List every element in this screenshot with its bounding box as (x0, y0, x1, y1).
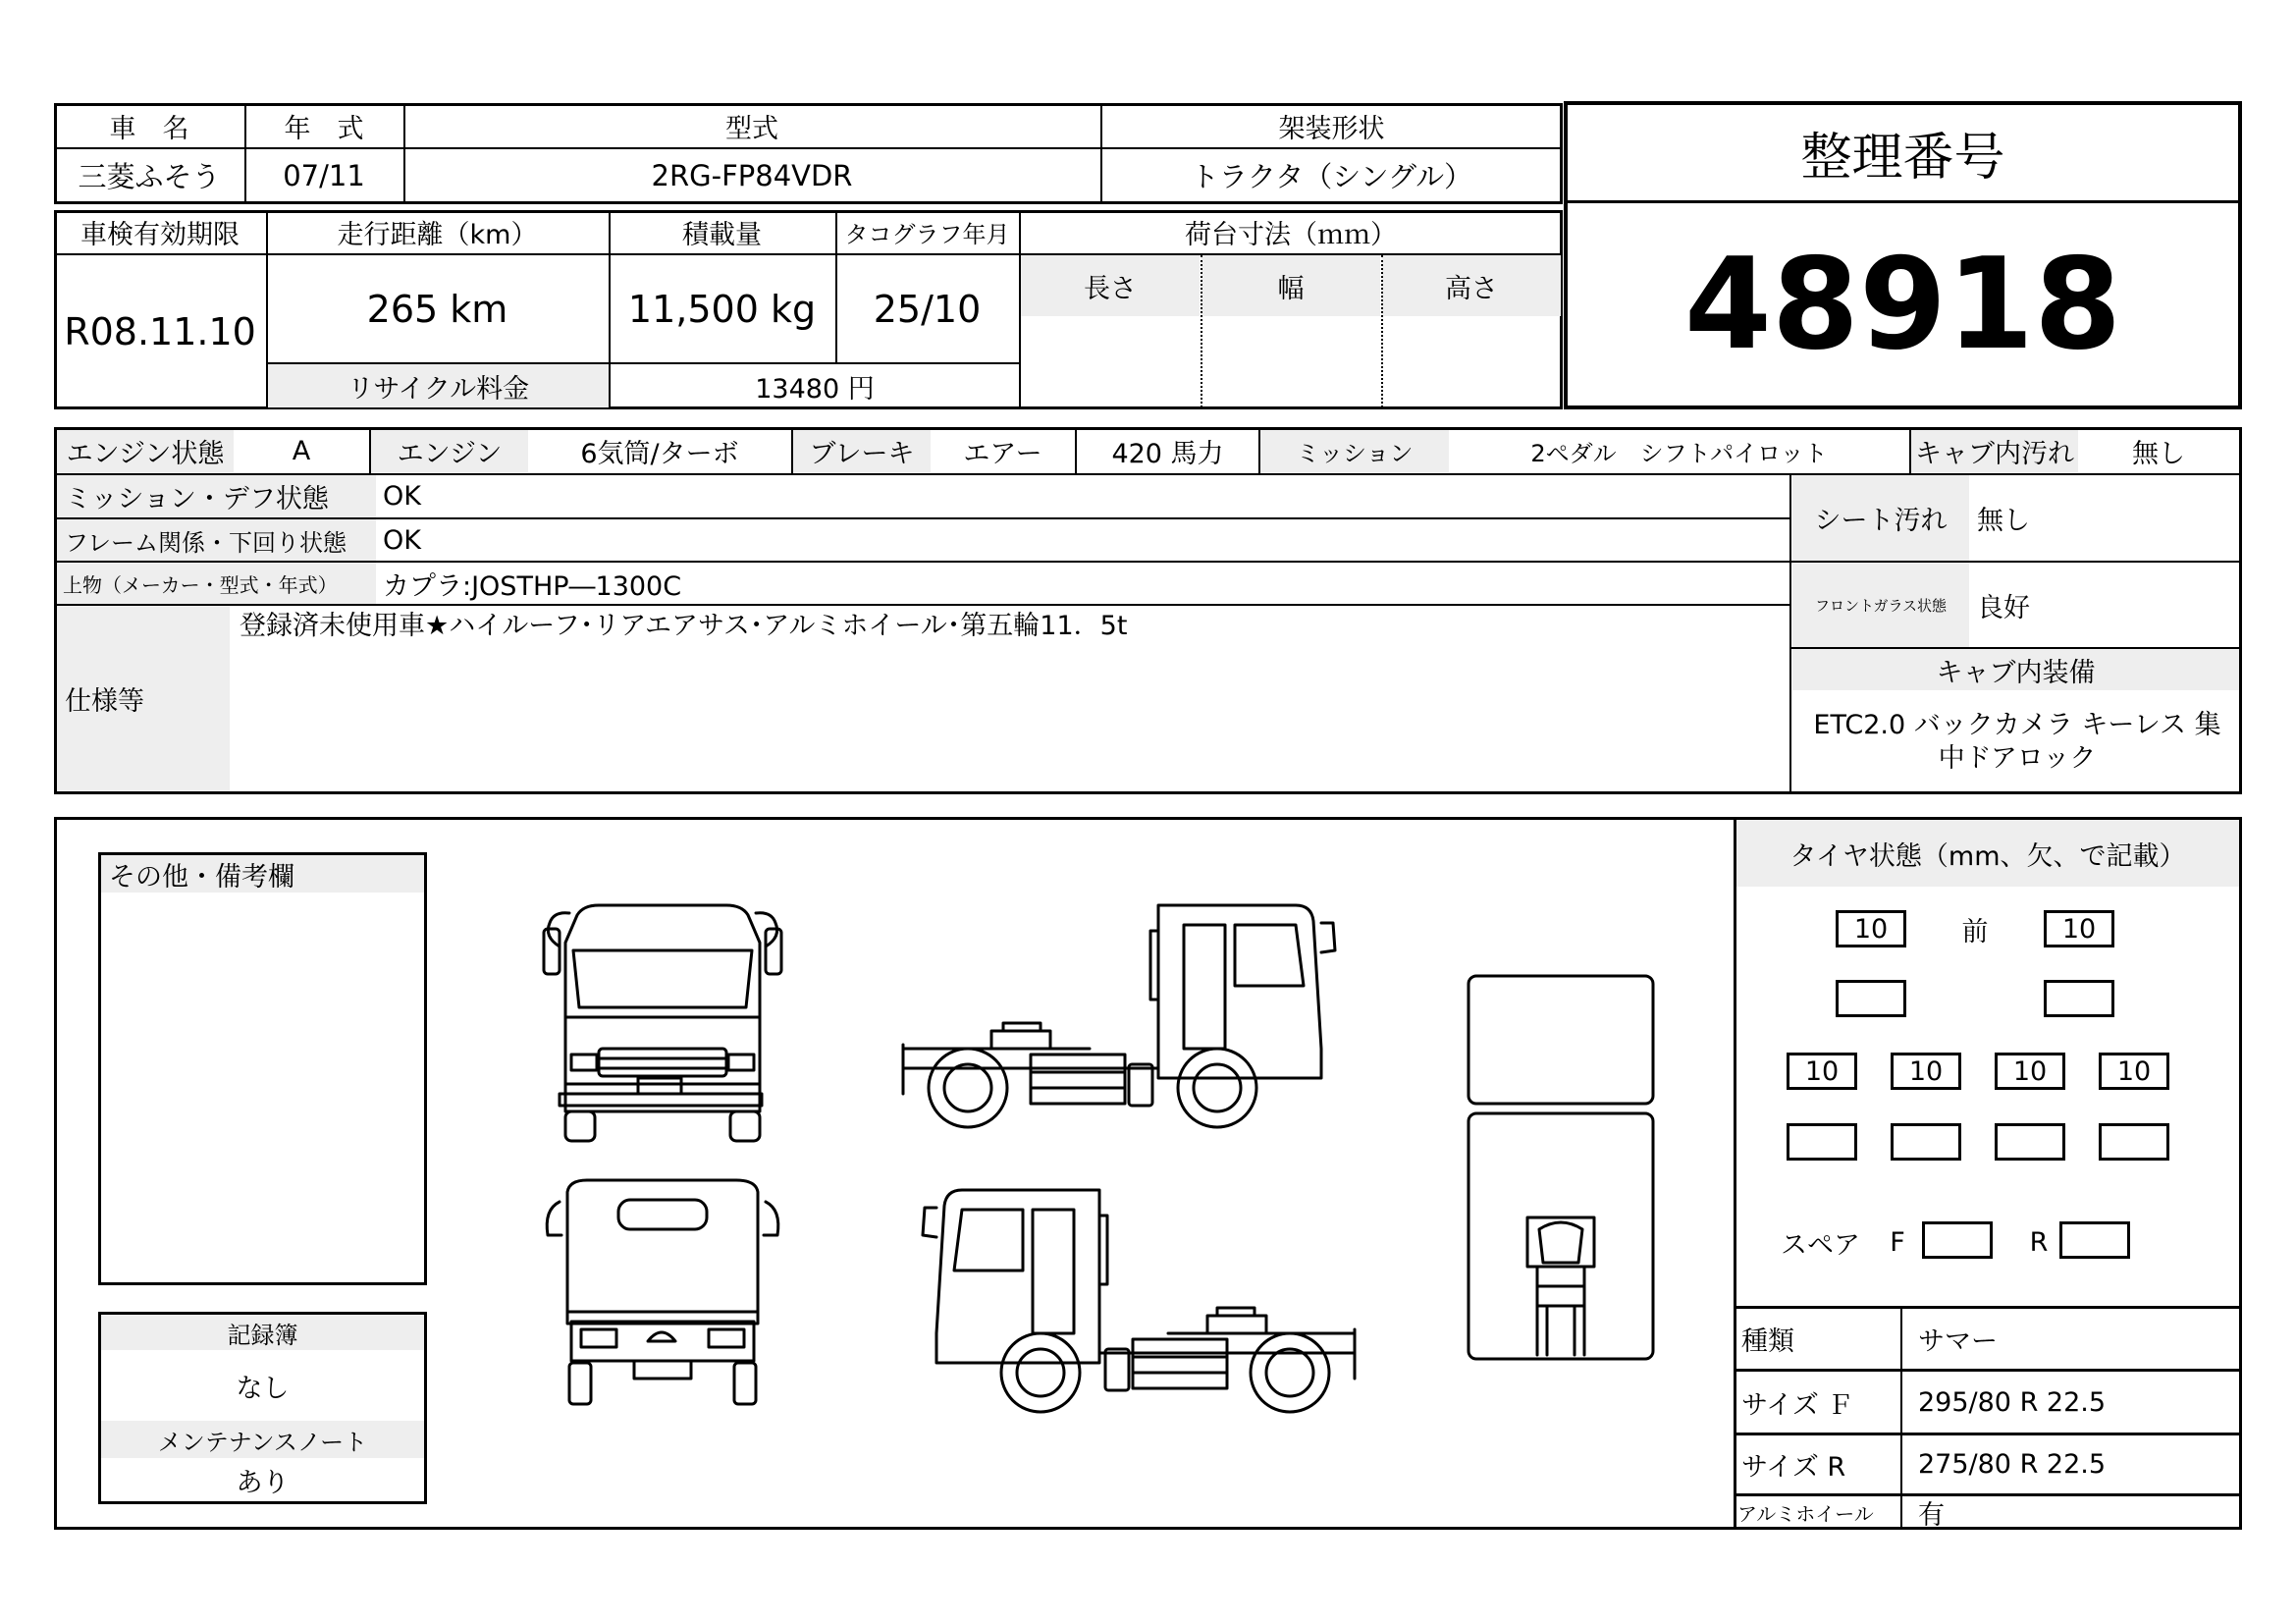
spare-r-box (2059, 1221, 2130, 1259)
reference-number-label: 整理番号 (1800, 129, 2005, 188)
front-glass-value: 良好 (1977, 592, 2030, 623)
maintenance-note-label: メンテナンスノート (101, 1421, 424, 1458)
front-glass-label: フロントガラス状態 (1792, 563, 1969, 647)
tachograph-value: 25/10 (873, 287, 982, 331)
bed-length-label: 長さ (1021, 255, 1200, 316)
maintenance-note-value: あり (236, 1467, 290, 1498)
tire-status-title: タイヤ状態（mm、欠、で記載） (1736, 820, 2239, 887)
tire-front-left: 10 (1836, 910, 1906, 947)
vehicle-name-header: 車 名 (109, 113, 189, 144)
body-type-header: 架装形状 (1278, 113, 1385, 144)
remarks-box (98, 852, 427, 1285)
tire-rear-3: 10 (1995, 1053, 2065, 1090)
truck-rear-view (540, 1176, 785, 1412)
tire-size-f-value: 295/80 R 22.5 (1918, 1386, 2107, 1418)
mileage-header: 走行距離（km） (337, 219, 538, 250)
alu-wheel-label: アルミホイール (1737, 1501, 1874, 1526)
payload-header: 積載量 (682, 219, 762, 250)
tire-size-f-label: サイズ Ｆ (1741, 1389, 1854, 1421)
bed-size-header: 荷台寸法（ｍｍ） (1185, 219, 1397, 250)
engine-state-value: A (292, 436, 311, 466)
record-book-value: なし (236, 1373, 290, 1404)
bed-height-label: 高さ (1382, 255, 1561, 316)
truck-side-view-left (893, 1186, 1364, 1422)
brake-value: エアー (963, 439, 1042, 469)
spare-f-box (1922, 1221, 1993, 1259)
tire-front-label: 前 (1961, 916, 1989, 947)
truck-side-view-right (893, 901, 1364, 1137)
tire-rear-4-blank (2099, 1123, 2169, 1161)
frame-label: フレーム関係・下回り状態 (57, 519, 376, 561)
tire-front-left-blank (1836, 980, 1906, 1017)
recycle-fee-value: 13480 円 (755, 373, 875, 405)
spec-label: 仕様等 (57, 606, 230, 791)
cab-equipment-value: ETC2.0 バックカメラ キーレス 集中ドアロック (1813, 710, 2221, 774)
reference-number-value: 48918 (1683, 232, 2122, 378)
model-year-value: 07/11 (283, 158, 365, 192)
tire-rear-1-blank (1787, 1123, 1857, 1161)
model-code-header: 型式 (725, 113, 778, 144)
horsepower-value: 420 馬力 (1111, 439, 1224, 469)
tire-size-r-label: サイズ R (1741, 1452, 1846, 1483)
tire-rear-2-blank (1891, 1123, 1961, 1161)
upper-value: カプラ:JOSTHP―1300C (383, 570, 682, 602)
mission-value: 2ペダル シフトパイロット (1530, 440, 1828, 467)
mileage-value: 265 km (366, 287, 508, 331)
spare-r-label: R (2029, 1226, 2049, 1258)
truck-front-view (530, 901, 795, 1137)
brake-label: ブレーキ (793, 430, 931, 472)
truck-top-view (1463, 972, 1659, 1365)
cab-dirt-value: 無し (2132, 439, 2185, 469)
tire-front-right: 10 (2044, 910, 2114, 947)
vehicle-name-value: 三菱ふそう (78, 160, 221, 193)
spec-value: 登録済未使用車★ハイルーフ･リアエアサス･アルミホイール･第五輪11．5t (240, 611, 1128, 641)
spare-label: スペア (1781, 1229, 1860, 1261)
mission-diff-label: ミッション・デフ状態 (57, 475, 376, 517)
tire-type-label: 種類 (1741, 1326, 1794, 1357)
inspection-value: R08.11.10 (64, 309, 256, 353)
tire-panel-divider (1734, 817, 1736, 1530)
seat-dirt-label: シート汚れ (1792, 475, 1969, 561)
engine-state-label: エンジン状態 (57, 430, 234, 472)
tire-rear-1: 10 (1787, 1053, 1857, 1090)
tire-rear-2: 10 (1891, 1053, 1961, 1090)
tire-rear-4: 10 (2099, 1053, 2169, 1090)
tire-rear-3-blank (1995, 1123, 2065, 1161)
record-book-label: 記録簿 (101, 1315, 424, 1350)
alu-wheel-value: 有 (1918, 1499, 1945, 1531)
tire-front-right-blank (2044, 980, 2114, 1017)
mission-label: ミッション (1260, 430, 1449, 472)
body-type-value: トラクタ（シングル） (1190, 160, 1473, 193)
tire-size-r-value: 275/80 R 22.5 (1918, 1449, 2107, 1480)
payload-value: 11,500 kg (627, 287, 817, 331)
seat-dirt-value: 無し (1977, 506, 2030, 536)
inspection-header: 車検有効期限 (80, 219, 240, 250)
tire-type-value: サマー (1918, 1326, 1998, 1357)
model-code-value: 2RG-FP84VDR (651, 158, 853, 192)
tachograph-header: タコグラフ年月 (844, 220, 1010, 248)
frame-value: OK (383, 524, 421, 556)
cab-dirt-label: キャブ内汚れ (1911, 430, 2078, 472)
cab-equipment-label: キャブ内装備 (1792, 649, 2239, 690)
bed-width-label: 幅 (1201, 255, 1380, 316)
spare-f-label: F (1890, 1226, 1905, 1258)
remarks-label: その他・備考欄 (101, 855, 424, 893)
engine-value: 6気筒/ターボ (580, 439, 739, 469)
model-year-header: 年 式 (284, 113, 364, 144)
engine-label: エンジン (371, 430, 528, 472)
mission-diff-value: OK (383, 481, 421, 512)
upper-label: 上物（メーカー・型式・年式） (57, 563, 376, 604)
recycle-fee-label: リサイクル料金 (268, 364, 609, 407)
